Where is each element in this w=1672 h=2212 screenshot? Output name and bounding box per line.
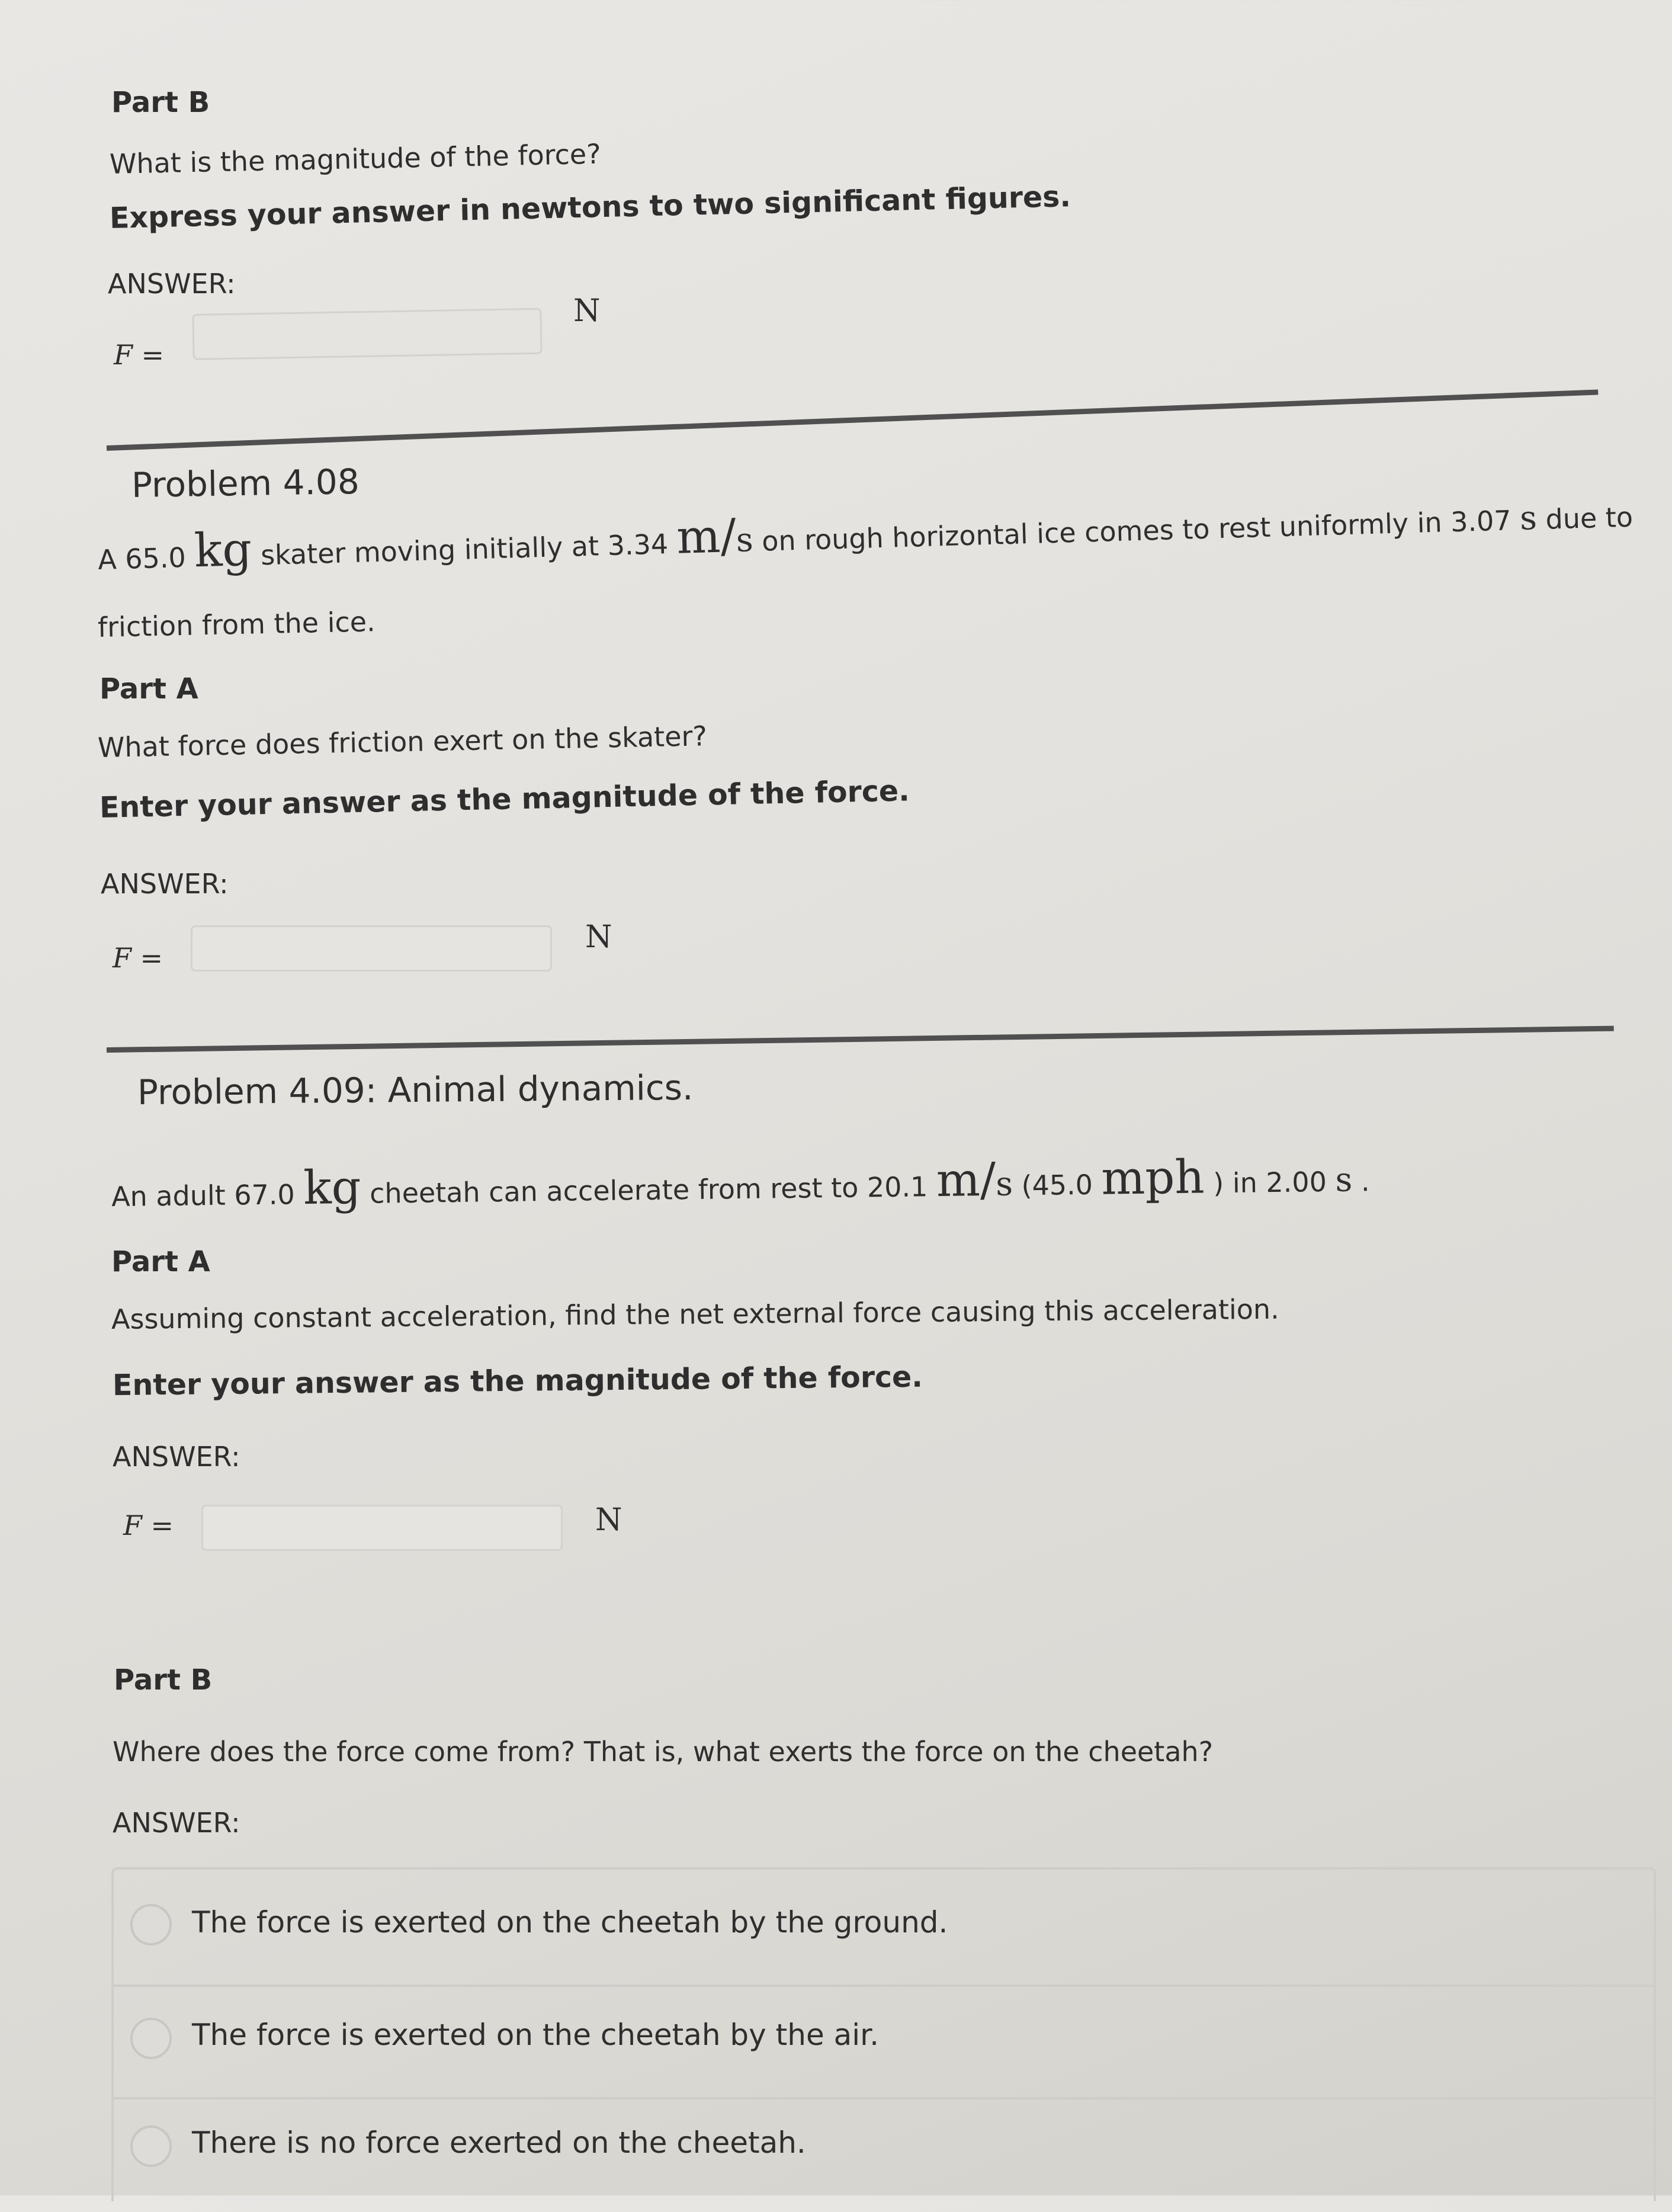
answer-label: ANSWER: — [113, 1441, 240, 1473]
unit-seconds: s — [735, 521, 754, 560]
radio-button[interactable] — [130, 2126, 172, 2167]
question-text: Assuming constant acceleration, find the net external force causing this acceleration. — [111, 1293, 1279, 1335]
statement-text: on rough horizontal ice comes to rest uniformly in 3.07 — [761, 504, 1512, 557]
problem-title: Problem 4.09: Animal dynamics. — [137, 1067, 694, 1113]
net-force-input[interactable] — [201, 1505, 563, 1551]
question-text: What force does friction exert on the skater? — [97, 720, 708, 764]
statement-text: ) in 2.00 — [1213, 1165, 1327, 1200]
statement-text: An adult 67.0 — [111, 1178, 296, 1213]
question-text: What is the magnitude of the force? — [109, 137, 602, 180]
unit-label: N — [595, 1502, 622, 1538]
unit-slash: / — [720, 509, 737, 563]
unit-mph: mph — [1100, 1150, 1205, 1206]
statement-text: . — [1360, 1165, 1370, 1198]
statement-text: A 65.0 — [97, 541, 187, 576]
radio-button[interactable] — [130, 2018, 172, 2059]
answer-label: ANSWER: — [101, 868, 229, 900]
friction-force-input[interactable] — [191, 925, 552, 972]
choice-label: The force is exerted on the cheetah by the air. — [192, 2018, 879, 2052]
unit-seconds: s — [1335, 1161, 1353, 1200]
answer-label: ANSWER: — [113, 1807, 240, 1839]
section-divider — [107, 389, 1599, 451]
part-b-heading: Part B — [111, 86, 210, 119]
choice-option[interactable] — [114, 1870, 1654, 1982]
choice-option[interactable] — [114, 1985, 1654, 2099]
part-b-heading: Part B — [114, 1663, 213, 1697]
instruction-text: Enter your answer as the magnitude of the force. — [112, 1360, 923, 1402]
problem-statement — [111, 1149, 1369, 1217]
part-a-heading: Part A — [111, 1245, 210, 1278]
force-variable-label: F = — [113, 942, 163, 974]
force-answer-input[interactable] — [192, 308, 542, 360]
unit-seconds: s — [1519, 499, 1538, 538]
part-a-heading: Part A — [100, 672, 198, 706]
problem-statement-continued: friction from the ice. — [97, 605, 376, 643]
unit-kilograms: kg — [303, 1161, 362, 1216]
radio-button[interactable] — [130, 1904, 172, 1945]
instruction-text: Enter your answer as the magnitude of the force. — [99, 774, 910, 825]
statement-text: skater moving initially at 3.34 — [260, 528, 669, 572]
force-variable-label: F = — [123, 1509, 174, 1541]
statement-text: (45.0 — [1021, 1168, 1093, 1202]
unit-meters: m — [676, 509, 721, 565]
choice-option[interactable] — [114, 2097, 1654, 2212]
unit-seconds: s — [995, 1165, 1013, 1204]
unit-meters: m — [936, 1153, 981, 1207]
unit-label: N — [573, 293, 601, 329]
statement-text: cheetah can accelerate from rest to 20.1 — [369, 1171, 928, 1210]
question-text: Where does the force come from? That is, what exerts the force on the cheetah? — [113, 1736, 1214, 1768]
unit-kilograms: kg — [193, 522, 253, 578]
multiple-choice-list — [111, 1867, 1656, 2201]
section-divider — [107, 1026, 1614, 1053]
statement-text: due to — [1545, 501, 1634, 536]
answer-label: ANSWER: — [108, 268, 236, 300]
choice-label: The force is exerted on the cheetah by the ground. — [192, 1905, 948, 1939]
choice-label: There is no force exerted on the cheetah. — [192, 2126, 806, 2160]
problem-title: Problem 4.08 — [131, 461, 360, 505]
unit-label: N — [585, 919, 612, 955]
instruction-text: Express your answer in newtons to two significant figures. — [109, 179, 1071, 235]
force-variable-label: F = — [114, 339, 165, 371]
unit-slash: / — [980, 1153, 996, 1207]
